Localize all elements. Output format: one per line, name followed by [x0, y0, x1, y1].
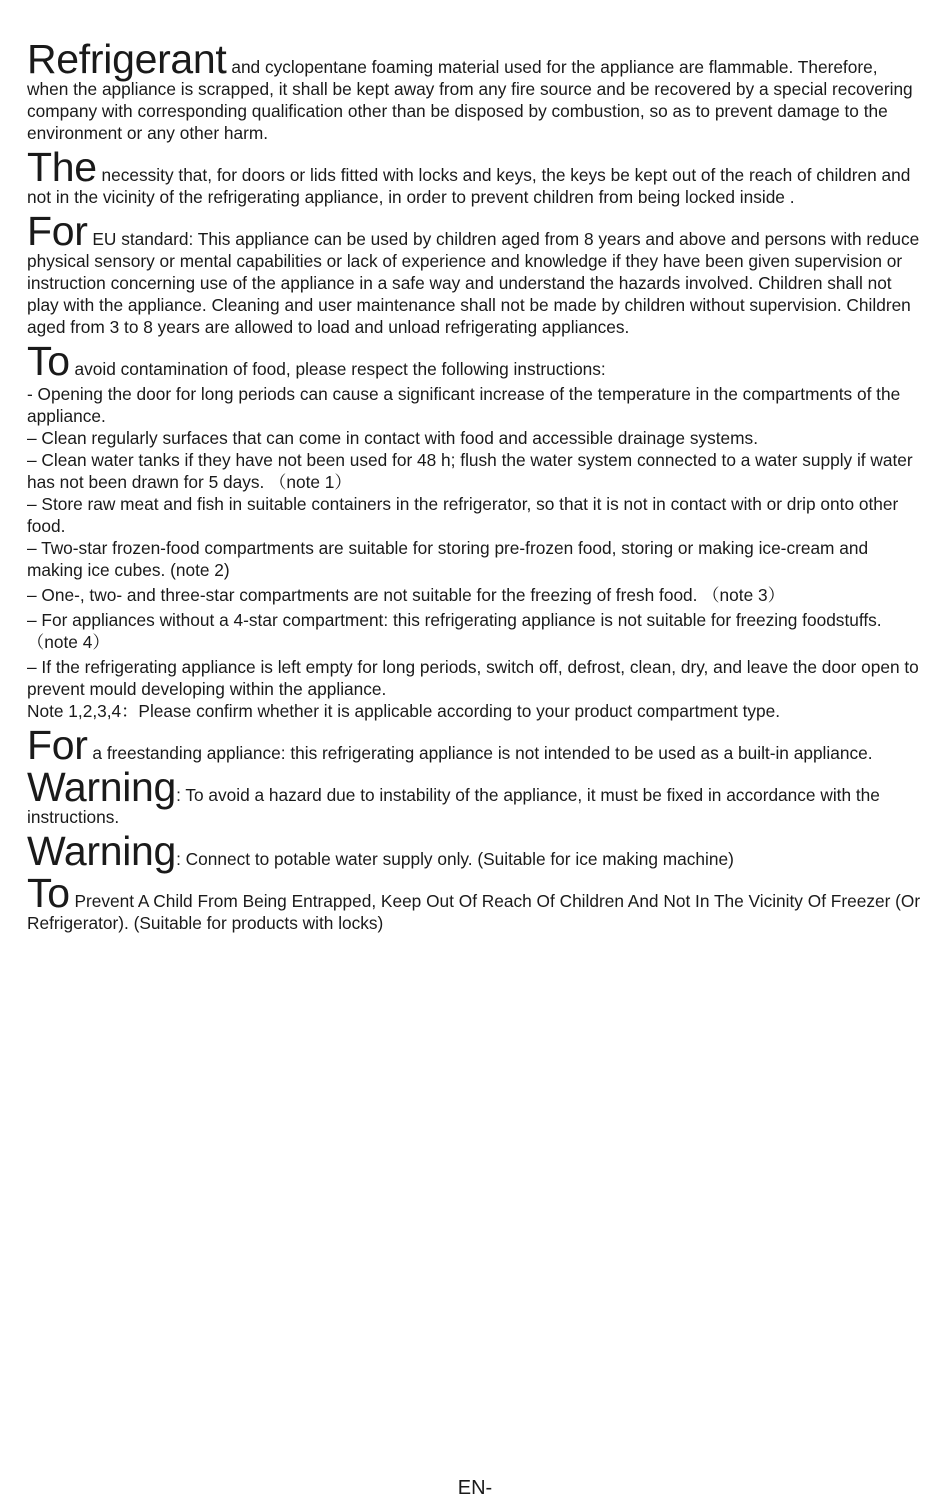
- warning-stability-text: : To avoid a hazard due to instability of the appliance, it must be fixed in accordance with the instructions.: [27, 785, 880, 827]
- contamination-intro: [27, 338, 922, 384]
- entrapment-text: Prevent A Child From Being Entrapped, Keep Out Of Reach Of Children And Not In The Vicinity Of Freezer (Or Refrigerator). (Suitable for products with locks): [27, 891, 921, 933]
- eu-standard-paragraph: [27, 208, 922, 338]
- list-item: – One-, two- and three-star compartments are not suitable for the freezing of fresh food. （note 3）: [27, 585, 785, 605]
- lead-word-refrigerant: Refrigerant: [27, 36, 227, 82]
- lead-word-to: To: [27, 338, 70, 384]
- warning-water-paragraph: [27, 828, 922, 874]
- contamination-list: [27, 383, 922, 722]
- lead-word-to: To: [27, 870, 70, 916]
- entrapment-paragraph: [27, 870, 922, 934]
- list-item: – Clean water tanks if they have not been used for 48 h; flush the water system connected to a water supply if water has not been drawn for 5 days. （note 1）: [27, 450, 913, 492]
- eu-standard-text: EU standard: This appliance can be used by children aged from 8 years and above and persons with reduce physical sensory or mental capabilities or lack of experience and knowledge if they have been given supervision or instruction concerning use of the appliance in a safe way and understand the hazards involved. Children shall not play with the appliance. Cleaning and user maintenance shall not be made by children without supervision. Children aged from 3 to 8 years are allowed to load and unload refrigerating appliances.: [27, 229, 920, 337]
- page-number-label: EN-: [457, 1477, 493, 1499]
- refrigerant-paragraph: [27, 36, 922, 144]
- lead-word-warning: Warning: [27, 764, 177, 810]
- list-item: – For appliances without a 4-star compartment: this refrigerating appliance is not suitable for freezing foodstuffs.（note 4）: [27, 610, 882, 652]
- lead-word-for: For: [27, 208, 88, 254]
- page-footer: [0, 1476, 950, 1500]
- keys-paragraph: [27, 144, 922, 208]
- contamination-intro-text: avoid contamination of food, please respect the following instructions:: [69, 359, 606, 379]
- freestanding-text: a freestanding appliance: this refrigerating appliance is not intended to be used as a built-in appliance.: [87, 743, 873, 763]
- refrigerant-text: and cyclopentane foaming material used for the appliance are flammable. Therefore, when the appliance is scrapped, it shall be kept away from any fire source and be recovered by a special recovering company with corresponding qualification other than be disposed by combustion, so as to prevent damage to the environment or any other harm.: [27, 57, 913, 143]
- lead-word-for: For: [27, 722, 88, 768]
- list-item: – If the refrigerating appliance is left empty for long periods, switch off, defrost, clean, dry, and leave the door open to prevent mould developing within the appliance.: [27, 657, 919, 699]
- warning-stability-paragraph: [27, 764, 922, 828]
- keys-text: necessity that, for doors or lids fitted with locks and keys, the keys be kept out of the reach of children and not in the vicinity of the refrigerating appliance, in order to prevent children from being locked inside .: [27, 165, 911, 207]
- list-item: - Opening the door for long periods can cause a significant increase of the temperature in the compartments of the appliance.: [27, 384, 901, 426]
- list-item: – Store raw meat and fish in suitable containers in the refrigerator, so that it is not in contact with or drip onto other food.: [27, 494, 899, 536]
- lead-word-the: The: [27, 144, 97, 190]
- lead-word-warning: Warning: [27, 828, 177, 874]
- list-item: – Two-star frozen-food compartments are suitable for storing pre-frozen food, storing or making ice-cream and making ice cubes. (note 2): [27, 538, 869, 580]
- freestanding-paragraph: [27, 722, 922, 768]
- note-line: Note 1,2,3,4：Please confirm whether it is applicable according to your product compartment type.: [27, 701, 781, 721]
- list-item: – Clean regularly surfaces that can come in contact with food and accessible drainage systems.: [27, 428, 758, 448]
- warning-water-text: : Connect to potable water supply only. (Suitable for ice making machine): [176, 849, 734, 869]
- document-body: [27, 36, 922, 934]
